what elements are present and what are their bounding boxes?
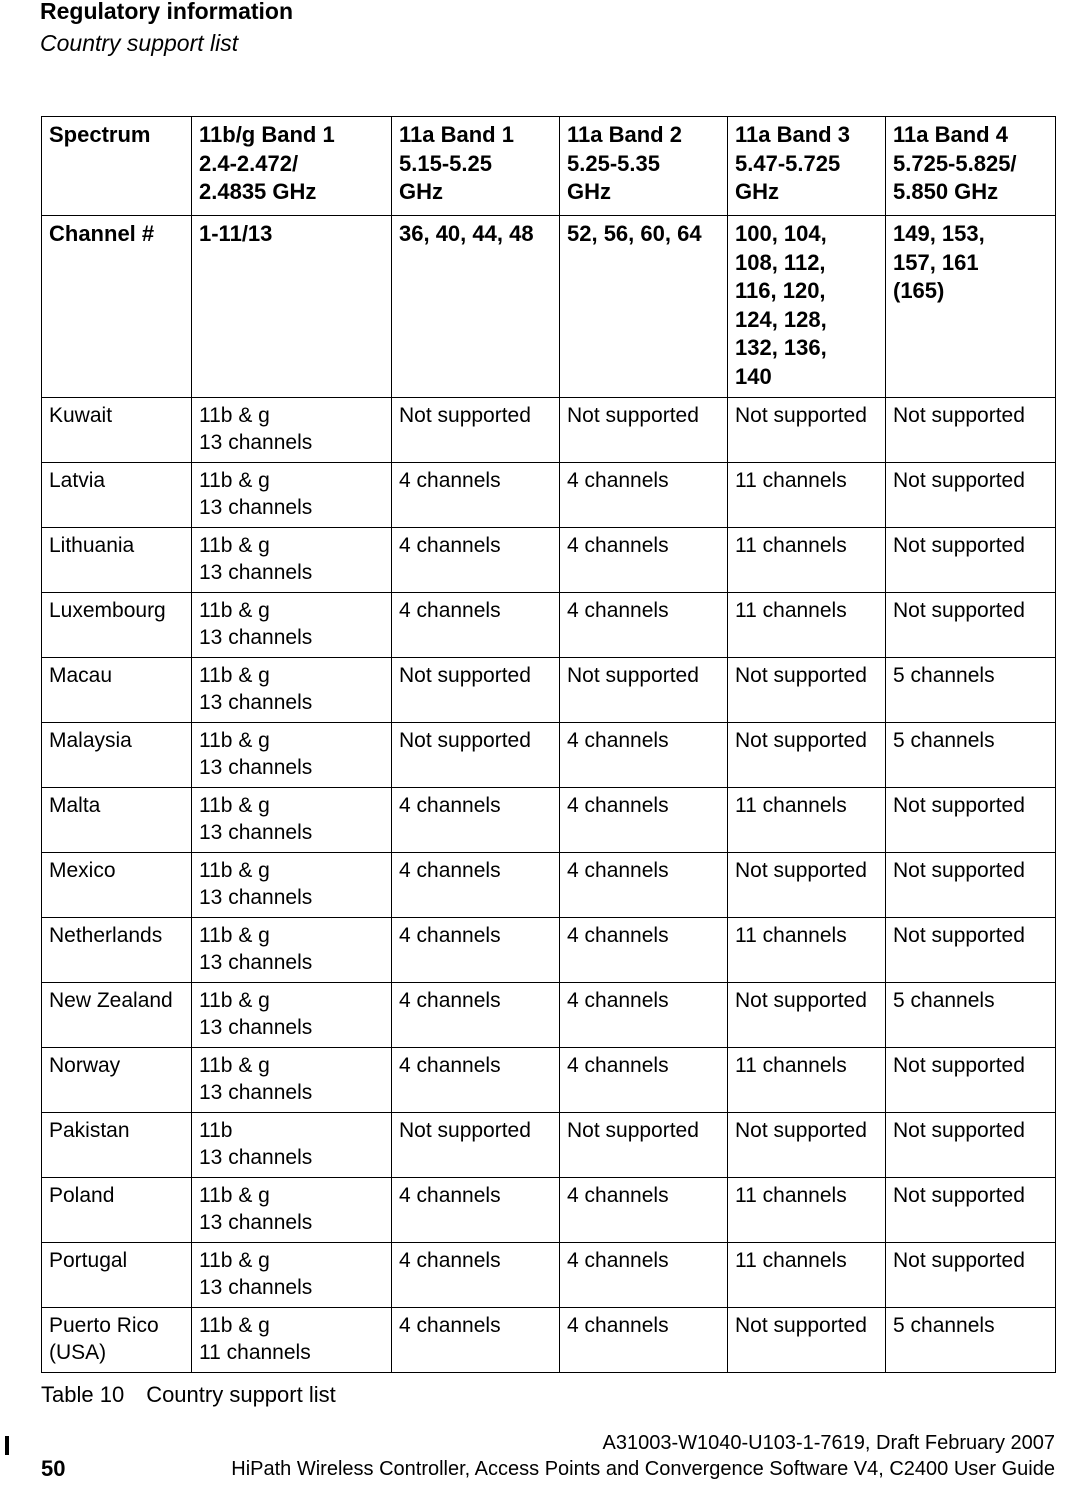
table-cell: 11b & g 13 channels [192,658,392,723]
header-cell: 100, 104, 108, 112, 116, 120, 124, 128, 132, 136, 140 [728,216,886,398]
country-cell: Latvia [42,463,192,528]
header-cell: 11a Band 1 5.15-5.25 GHz [392,117,560,216]
table-cell: 11 channels [728,1178,886,1243]
table-cell: 11b & g 13 channels [192,723,392,788]
document-id: A31003-W1040-U103-1-7619, Draft February 2007 [602,1432,1055,1454]
document-title: HiPath Wireless Controller, Access Points and Convergence Software V4, C2400 User Guide [231,1458,1055,1480]
table-row [42,788,1056,853]
table-cell: 11b & g 13 channels [192,1243,392,1308]
table-cell: Not supported [886,1048,1056,1113]
country-support-table [41,116,1056,1373]
table-cell: Not supported [560,658,728,723]
country-cell: Puerto Rico (USA) [42,1308,192,1373]
table-cell: 11b & g 13 channels [192,463,392,528]
table-row [42,983,1056,1048]
table-cell: 4 channels [392,1178,560,1243]
table-cell: Not supported [728,658,886,723]
table-cell: Not supported [728,1113,886,1178]
table-cell: 4 channels [560,1308,728,1373]
table-cell: 11 channels [728,463,886,528]
table-cell: Not supported [728,723,886,788]
table-cell: 4 channels [392,918,560,983]
table-cell: 4 channels [392,463,560,528]
table-row [42,1113,1056,1178]
table-row [42,853,1056,918]
table-row [42,1178,1056,1243]
table-row [42,1243,1056,1308]
country-cell: Poland [42,1178,192,1243]
table-cell: 11b & g 13 channels [192,853,392,918]
country-cell: Malta [42,788,192,853]
table-cell: Not supported [392,723,560,788]
header-cell: Channel # [42,216,192,398]
table-cell: 4 channels [392,1243,560,1308]
table-row [42,528,1056,593]
table-cell: 4 channels [392,593,560,658]
table-row [42,1048,1056,1113]
table-row [42,1308,1056,1373]
table-cell: 4 channels [560,593,728,658]
table-cell: 4 channels [560,788,728,853]
page-footer [231,1430,1055,1482]
table-cell: 4 channels [392,528,560,593]
caption-label: Table 10 [41,1382,125,1407]
table-cell: 4 channels [560,1178,728,1243]
table-cell: 11b & g 13 channels [192,528,392,593]
table-cell: Not supported [392,658,560,723]
country-cell: Mexico [42,853,192,918]
table-cell: Not supported [886,918,1056,983]
table-cell: Not supported [886,1113,1056,1178]
table-row [42,398,1056,463]
table-cell: 4 channels [560,528,728,593]
country-cell: New Zealand [42,983,192,1048]
header-cell: Spectrum [42,117,192,216]
table-cell: Not supported [728,1308,886,1373]
table-cell: 4 channels [560,723,728,788]
table-row [42,723,1056,788]
table-cell: Not supported [886,1243,1056,1308]
header-cell: 11a Band 4 5.725-5.825/ 5.850 GHz [886,117,1056,216]
table-cell: 11 channels [728,1243,886,1308]
header-cell: 11a Band 3 5.47-5.725 GHz [728,117,886,216]
header-cell: 149, 153, 157, 161 (165) [886,216,1056,398]
country-cell: Netherlands [42,918,192,983]
table-cell: 11b & g 13 channels [192,593,392,658]
table-cell: 11b & g 13 channels [192,1178,392,1243]
table-caption [41,1380,336,1410]
table-cell: 11b & g 13 channels [192,398,392,463]
table-cell: 11 channels [728,593,886,658]
table-cell: Not supported [886,528,1056,593]
table-cell: 11b & g 11 channels [192,1308,392,1373]
table-cell: 5 channels [886,658,1056,723]
page-header [40,0,293,59]
channel-header-row [42,216,1056,398]
table-cell: Not supported [886,398,1056,463]
table-cell: 5 channels [886,1308,1056,1373]
table-row [42,593,1056,658]
table-cell: Not supported [886,1178,1056,1243]
header-cell: 1-11/13 [192,216,392,398]
table-cell: 4 channels [392,1048,560,1113]
country-cell: Macau [42,658,192,723]
country-cell: Portugal [42,1243,192,1308]
table-cell: 11 channels [728,788,886,853]
table-row [42,918,1056,983]
caption-text: Country support list [146,1382,336,1407]
table-cell: 11b & g 13 channels [192,983,392,1048]
country-cell: Kuwait [42,398,192,463]
table-cell: 11 channels [728,528,886,593]
change-bar [5,1436,9,1455]
table-cell: 11 channels [728,1048,886,1113]
table-cell: Not supported [560,398,728,463]
table-cell: 4 channels [392,983,560,1048]
table-cell: 4 channels [392,1308,560,1373]
section-title: Regulatory information [40,0,294,24]
country-cell: Lithuania [42,528,192,593]
spectrum-header-row [42,117,1056,216]
country-cell: Pakistan [42,1113,192,1178]
header-cell: 36, 40, 44, 48 [392,216,560,398]
table-cell: 4 channels [560,463,728,528]
country-cell: Norway [42,1048,192,1113]
table-cell: 4 channels [560,853,728,918]
table-cell: Not supported [728,398,886,463]
page-number: 50 [41,1456,66,1481]
table-row [42,658,1056,723]
header-cell: 11b/g Band 1 2.4-2.472/ 2.4835 GHz [192,117,392,216]
table-cell: 4 channels [392,788,560,853]
header-cell: 52, 56, 60, 64 [560,216,728,398]
table-cell: 11b & g 13 channels [192,1048,392,1113]
country-cell: Malaysia [42,723,192,788]
table-cell: 4 channels [560,918,728,983]
table-cell: Not supported [886,853,1056,918]
table-cell: 11b 13 channels [192,1113,392,1178]
table-cell: 11b & g 13 channels [192,918,392,983]
table-cell: 11b & g 13 channels [192,788,392,853]
table-cell: 4 channels [560,983,728,1048]
table-row [42,463,1056,528]
table-cell: 5 channels [886,983,1056,1048]
table-cell: 4 channels [560,1048,728,1113]
country-cell: Luxembourg [42,593,192,658]
table-cell: Not supported [886,463,1056,528]
table-cell: Not supported [886,593,1056,658]
table-cell: Not supported [728,983,886,1048]
table-cell: 5 channels [886,723,1056,788]
table-cell: Not supported [886,788,1056,853]
table-cell: Not supported [392,1113,560,1178]
table-cell: Not supported [392,398,560,463]
table-cell: Not supported [560,1113,728,1178]
subsection-title: Country support list [40,30,239,56]
table-cell: Not supported [728,853,886,918]
table-cell: 4 channels [392,853,560,918]
header-cell: 11a Band 2 5.25-5.35 GHz [560,117,728,216]
table-cell: 11 channels [728,918,886,983]
table-cell: 4 channels [560,1243,728,1308]
